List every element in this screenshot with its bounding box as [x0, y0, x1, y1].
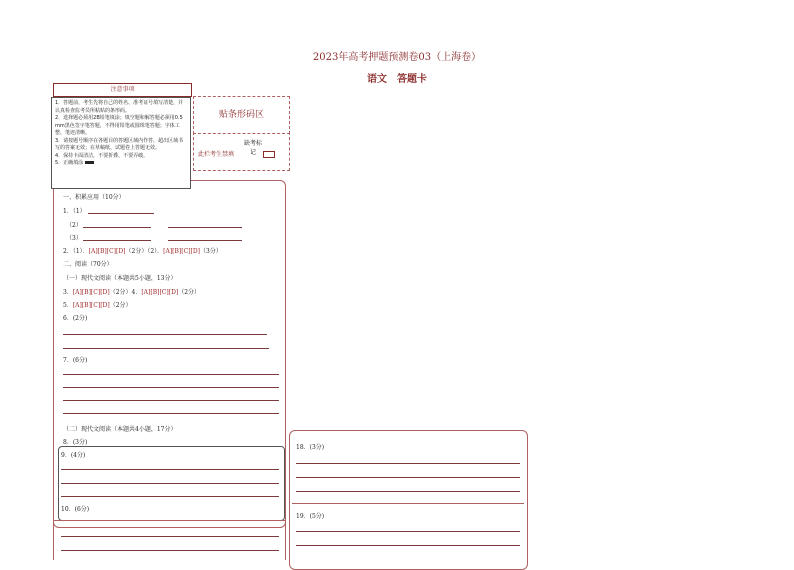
notice-box [51, 97, 191, 189]
answer-line[interactable] [296, 531, 520, 532]
q6-label: 6．(2分) [63, 315, 88, 322]
q8-label: 8．(3分) [63, 439, 88, 446]
answer-line[interactable] [61, 483, 279, 484]
answer-line[interactable] [296, 477, 520, 478]
notice-item: 1．答题前，考生先将自己的姓名、准考证号填写清楚，并认真检查监考员所粘贴的条形码。 [55, 100, 184, 114]
q1-2-label: （2） [66, 222, 82, 229]
q2-2-options[interactable]: [A][B][C][D] [163, 248, 201, 255]
q18-label: 18．(3分) [296, 444, 325, 451]
q9-label: 9．(4分) [61, 452, 86, 459]
q1-label: 1．（1） [63, 208, 86, 215]
answer-line[interactable] [63, 374, 279, 375]
answer-line[interactable] [63, 413, 279, 414]
q10-label: 10．(6分) [61, 506, 90, 513]
answer-line[interactable] [296, 463, 520, 464]
q1-3-label: （3） [66, 235, 82, 242]
answer-line[interactable] [63, 387, 279, 388]
answer-line[interactable] [61, 550, 279, 551]
divider [292, 503, 524, 504]
notice-item: 5．正确填涂 [55, 160, 187, 168]
notice-item: 3．请按题号顺序在各题目的答题区域内作答，超出区域书写的答案无效；在草稿纸、试题卷上答题无效。 [55, 137, 184, 151]
filled-mark-icon [85, 161, 94, 164]
q7-label: 7．(6分) [63, 357, 88, 364]
answer-line[interactable] [61, 496, 279, 497]
section-2-title: 二、阅读（70分） [63, 261, 113, 268]
answer-line[interactable] [296, 491, 520, 492]
q4-options[interactable]: [A][B][C][D] [141, 289, 179, 296]
q5-row: 5．[A][B][C][D]（2分） [63, 302, 132, 309]
answer-line[interactable] [88, 213, 154, 214]
barcode-area: 贴条形码区 [193, 96, 290, 134]
answer-line[interactable] [63, 348, 269, 349]
absent-checkbox[interactable] [263, 151, 275, 158]
answer-line[interactable] [63, 334, 267, 335]
answer-panel-right [289, 430, 528, 570]
answer-line[interactable] [61, 536, 279, 537]
answer-line[interactable] [61, 469, 279, 470]
q5-options[interactable]: [A][B][C][D] [72, 302, 110, 309]
page-subtitle: 语文 答题卡 [367, 74, 427, 85]
notice-item: 4．保持卡面清洁，不要折叠、不要弄破。 [55, 152, 149, 159]
notice-item: 2．选择题必须用2B铅笔填涂；填空题和解答题必须用0.5 mm黑色签字笔答题，不得用铅笔或圆珠笔答题；字体工整、笔迹清晰。 [55, 115, 183, 136]
q3-options[interactable]: [A][B][C][D] [72, 289, 110, 296]
answer-line[interactable] [168, 240, 242, 241]
answer-line[interactable] [296, 545, 520, 546]
q3-q4-row: 3．[A][B][C][D]（2分）4．[A][B][C][D]（2分） [63, 289, 201, 296]
q19-label: 19．(5分) [296, 513, 325, 520]
notice-heading: 注意事项 [53, 83, 192, 97]
section-2b-title: （二）现代文阅读（本题共4小题，17分） [63, 426, 177, 433]
section-1-title: 一、积累应用（10分） [63, 194, 125, 201]
q2-row: 2．（1）．[A][B][C][D]（2分）（2）．[A][B][C][D]（3分） [63, 248, 222, 255]
section-2a-title: （一）现代文阅读（本题共5小题，13分） [63, 275, 177, 282]
q2-1-options[interactable]: [A][B][C][D] [88, 248, 126, 255]
answer-line[interactable] [83, 227, 151, 228]
answer-line[interactable] [168, 227, 242, 228]
answer-line[interactable] [83, 240, 151, 241]
sticker-label: 此栏考生禁填 [198, 151, 235, 158]
answer-line[interactable] [63, 400, 279, 401]
page-title: 2023年高考押题预测卷03（上海卷） [312, 52, 482, 63]
answer-panel-lower-left [53, 520, 286, 560]
absent-label: 缺考标记 [243, 140, 262, 156]
